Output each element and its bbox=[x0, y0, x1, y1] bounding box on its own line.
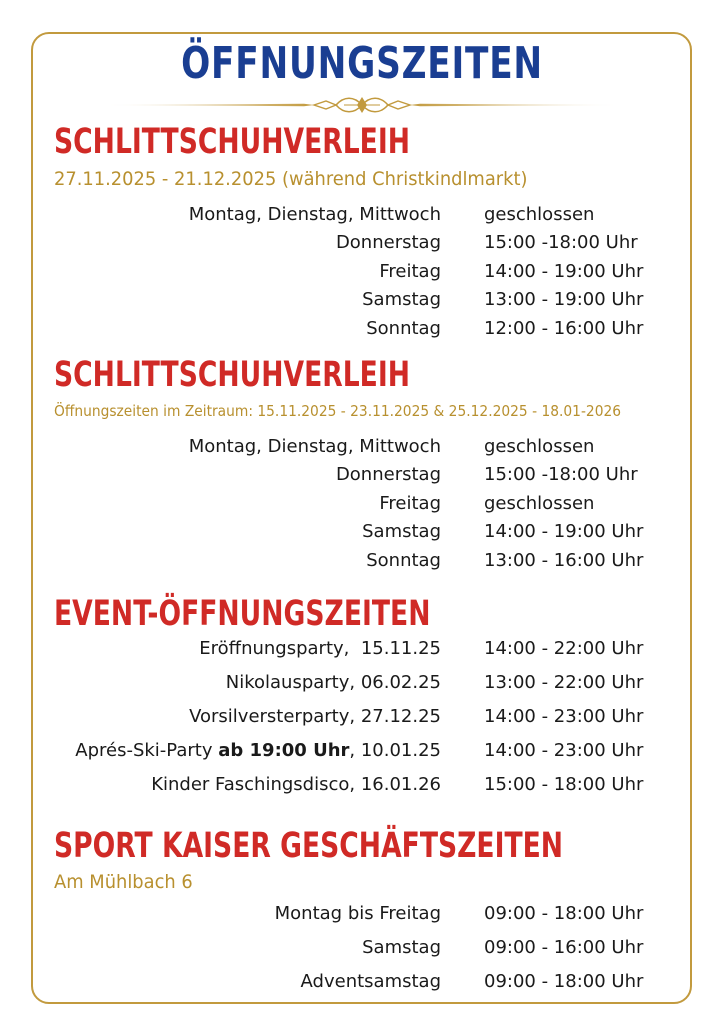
time-value: 09:00 - 18:00 Uhr bbox=[484, 903, 644, 924]
table-row bbox=[0, 317, 724, 341]
table-row bbox=[0, 288, 724, 312]
day-label: Donnerstag bbox=[335, 232, 441, 253]
table-row bbox=[0, 549, 724, 573]
day-label: Montag, Dienstag, Mittwoch bbox=[188, 436, 441, 457]
table-row bbox=[0, 970, 724, 994]
table-row bbox=[0, 936, 724, 960]
day-label: Nikolausparty, 06.02.25 bbox=[225, 672, 441, 693]
section-heading: EVENT-ÖFFNUNGSZEITEN bbox=[54, 594, 431, 634]
table-row bbox=[0, 902, 724, 926]
time-value: geschlossen bbox=[484, 436, 595, 457]
day-label: Freitag bbox=[379, 493, 441, 514]
table-row bbox=[0, 231, 724, 255]
time-value: 15:00 -18:00 Uhr bbox=[484, 232, 638, 253]
day-label: Adventsamstag bbox=[300, 971, 441, 992]
table-row bbox=[0, 773, 724, 797]
page-title: ÖFFNUNGSZEITEN bbox=[181, 38, 543, 89]
table-row bbox=[0, 435, 724, 459]
table-row bbox=[0, 739, 724, 763]
section-heading: SCHLITTSCHUHVERLEIH bbox=[54, 355, 411, 395]
time-value: 14:00 - 19:00 Uhr bbox=[484, 521, 644, 542]
time-value: 12:00 - 16:00 Uhr bbox=[484, 318, 644, 339]
table-row bbox=[0, 637, 724, 661]
time-value: 09:00 - 16:00 Uhr bbox=[484, 937, 644, 958]
time-value: 15:00 -18:00 Uhr bbox=[484, 464, 638, 485]
day-label: Kinder Faschingsdisco, 16.01.26 bbox=[151, 774, 441, 795]
day-label: Sonntag bbox=[366, 550, 441, 571]
time-value: 09:00 - 18:00 Uhr bbox=[484, 971, 644, 992]
time-value: 13:00 - 19:00 Uhr bbox=[484, 289, 644, 310]
day-label: Samstag bbox=[362, 289, 441, 310]
section-subtitle: Öffnungszeiten im Zeitraum: 15.11.2025 - 23.11.2025 & 25.12.2025 - 18.01-2026 bbox=[54, 402, 622, 420]
day-label: Vorsilversterparty, 27.12.25 bbox=[189, 706, 441, 727]
day-label: Montag, Dienstag, Mittwoch bbox=[188, 204, 441, 225]
day-label-suffix: , 10.01.25 bbox=[349, 740, 441, 761]
section-subtitle: Am Mühlbach 6 bbox=[54, 871, 193, 893]
day-label-bold: ab 19:00 Uhr bbox=[218, 740, 350, 761]
day-label: Samstag bbox=[362, 937, 441, 958]
table-row bbox=[0, 705, 724, 729]
day-label: Montag bis Freitag bbox=[274, 903, 441, 924]
day-label: Samstag bbox=[362, 521, 441, 542]
ornament-divider-icon bbox=[104, 94, 620, 116]
time-value: 13:00 - 16:00 Uhr bbox=[484, 550, 644, 571]
time-value: 15:00 - 18:00 Uhr bbox=[484, 774, 644, 795]
table-row bbox=[0, 520, 724, 544]
time-value: geschlossen bbox=[484, 493, 595, 514]
day-label-prefix: Aprés-Ski-Party bbox=[75, 740, 219, 761]
section-subtitle: 27.11.2025 - 21.12.2025 (während Christkindlmarkt) bbox=[54, 168, 528, 190]
section-heading: SPORT KAISER GESCHÄFTSZEITEN bbox=[54, 826, 564, 866]
section-heading: SCHLITTSCHUHVERLEIH bbox=[54, 122, 411, 162]
table-row bbox=[0, 203, 724, 227]
time-value: 14:00 - 23:00 Uhr bbox=[484, 740, 644, 761]
time-value: 14:00 - 22:00 Uhr bbox=[484, 638, 644, 659]
day-label: Freitag bbox=[379, 261, 441, 282]
day-label: Eröffnungsparty, 15.11.25 bbox=[199, 638, 441, 659]
time-value: 14:00 - 19:00 Uhr bbox=[484, 261, 644, 282]
time-value: 14:00 - 23:00 Uhr bbox=[484, 706, 644, 727]
time-value: geschlossen bbox=[484, 204, 595, 225]
time-value: 13:00 - 22:00 Uhr bbox=[484, 672, 644, 693]
table-row bbox=[0, 463, 724, 487]
table-row bbox=[0, 671, 724, 695]
day-label bbox=[75, 739, 441, 763]
day-label: Donnerstag bbox=[335, 464, 441, 485]
table-row bbox=[0, 260, 724, 284]
day-label: Sonntag bbox=[366, 318, 441, 339]
table-row bbox=[0, 492, 724, 516]
